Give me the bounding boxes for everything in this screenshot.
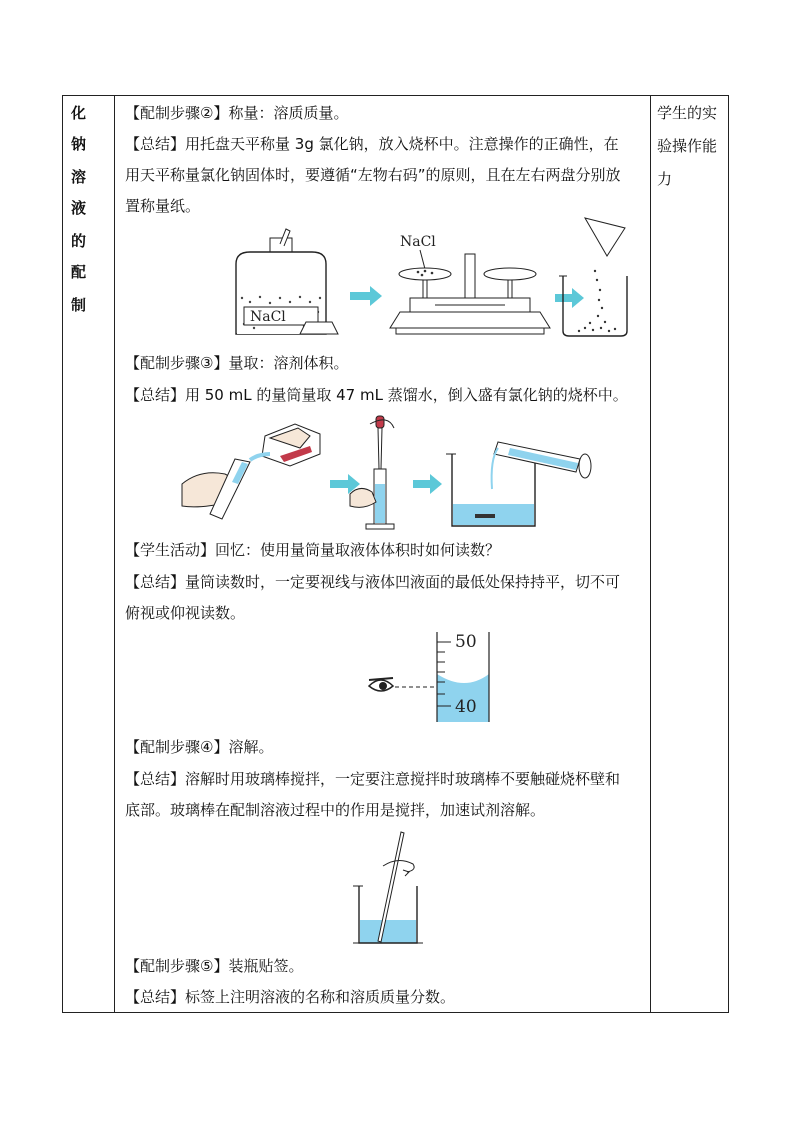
weighing-figure	[220, 224, 600, 339]
beaker-paper-figure	[555, 216, 645, 341]
beaker-pour-icon	[446, 442, 591, 526]
goal-cell	[651, 96, 729, 195]
reading-summary-line2: 俯视或仰视读数。	[125, 604, 246, 622]
step2-summary-line2: 用天平称量氯化钠固体时，要遵循“左物右码”的原则，且在左右两盘分别放	[125, 166, 621, 184]
column-divider	[114, 96, 115, 1012]
step5-title: 【配制步骤⑤】装瓶贴签。	[125, 957, 304, 975]
beaker-stir-icon	[353, 832, 423, 943]
stirring-figure	[343, 830, 453, 950]
goal-line: 力	[657, 170, 673, 188]
goal-line: 学生的实	[657, 104, 718, 122]
arrow-icon	[413, 474, 442, 494]
step2-summary-line1: 【总结】用托盘天平称量 3g 氯化钠，放入烧杯中。注意操作的正确性，在	[125, 135, 619, 153]
measuring-figure	[180, 414, 650, 532]
arrow-icon	[350, 286, 382, 306]
pouring-hands-icon	[182, 424, 320, 507]
step5-summary: 【总结】标签上注明溶液的名称和溶质质量分数。	[125, 988, 456, 1006]
bottle-label: NaCl	[250, 309, 286, 325]
step2-summary-line3: 置称量纸。	[125, 197, 201, 215]
dropper-cylinder-icon	[350, 416, 394, 529]
step4-summary-line2: 底部。玻璃棒在配制溶液过程中的作用是搅拌，加速试剂溶解。	[125, 801, 546, 819]
activity-text: 【学生活动】回忆：使用量筒量取液体体积时如何读数？	[125, 541, 501, 559]
scale-mark-top: 50	[455, 632, 477, 652]
topic-line: 溶液	[71, 168, 93, 217]
step3-title: 【配制步骤③】量取：溶剂体积。	[125, 354, 349, 372]
balance-icon	[390, 234, 550, 334]
step4-summary-line1: 【总结】溶解时用玻璃棒搅拌，一定要注意搅拌时玻璃棒不要触碰烧杯壁和	[125, 770, 621, 788]
goal-line: 验操作能	[657, 137, 718, 155]
topic-line: 化钠	[71, 104, 93, 153]
lesson-table	[62, 95, 729, 1013]
step3-summary: 【总结】用 50 mL 的量筒量取 47 mL 蒸馏水，倒入盛有氯化钠的烧杯中。	[125, 386, 628, 404]
step4-title: 【配制步骤④】溶解。	[125, 738, 274, 756]
step2-title: 【配制步骤②】称量：溶质质量。	[125, 104, 349, 122]
topic-line: 的配	[71, 232, 93, 281]
reading-figure	[365, 632, 505, 728]
eye-icon	[369, 678, 393, 691]
scale-mark-bottom: 40	[455, 697, 477, 717]
weight-box-icon	[300, 322, 338, 334]
topic-cell	[63, 96, 114, 321]
column-divider	[650, 96, 651, 1012]
reading-summary-line1: 【总结】量筒读数时，一定要视线与液体凹液面的最低处保持持平，切不可	[125, 573, 621, 591]
topic-line: 制	[71, 296, 93, 314]
balance-label: NaCl	[400, 234, 436, 250]
